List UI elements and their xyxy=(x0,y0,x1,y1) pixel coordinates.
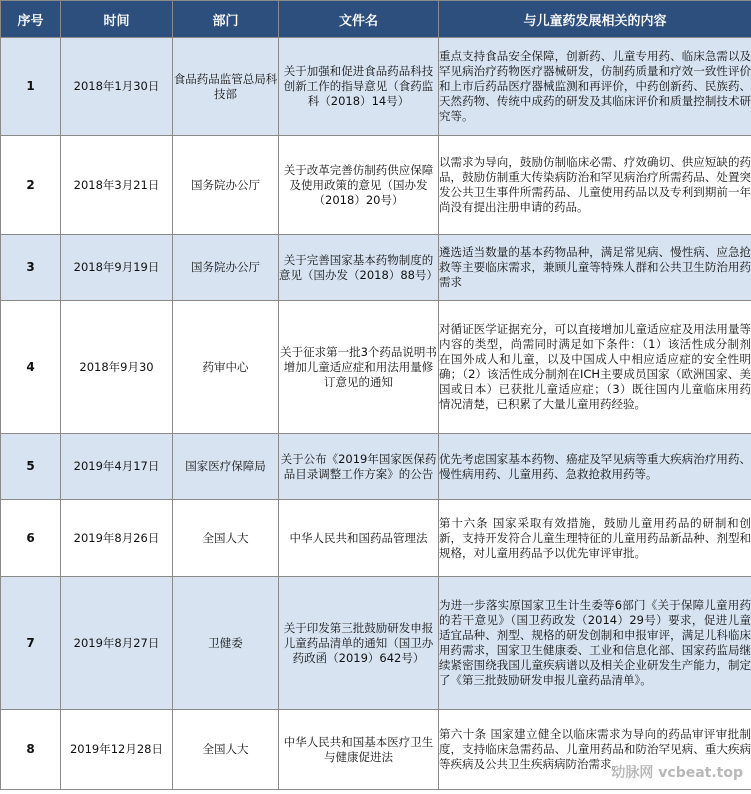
table-row xyxy=(1,38,751,136)
header-content: 与儿童药发展相关的内容 xyxy=(439,1,751,38)
row-index: 4 xyxy=(1,301,61,434)
row-date: 2019年12月28日 xyxy=(61,710,173,790)
row-content: 为进一步落实原国家卫生计生委等6部门《关于保障儿童用药的若干意见》（国卫药政发（2014）29号）要求，促进儿童适宜品种、剂型、规格的研发创制和申报审评，满足儿科临床用药需求，国家卫生健康委、工业和信息化部、国家药监局继续紧密围绕我国儿童疾病谱以及相关企业研发生产能力，制定了《第三批鼓励研发申报儿童药品清单》。 xyxy=(439,577,751,710)
row-content: 第六十条 国家建立健全以临床需求为导向的药品审评审批制度，支持临床急需药品、儿童用药品和防治罕见病、重大疾病等疾病及公共卫生疾病病防治需求。 xyxy=(439,710,751,790)
row-content: 遴选适当数量的基本药物品种，满足常见病、慢性病、应急抢救等主要临床需求，兼顾儿童等特殊人群和公共卫生防治用药需求 xyxy=(439,235,751,301)
row-content: 优先考虑国家基本药物、癌症及罕见病等重大疾病治疗用药、慢性病用药、儿童用药、急救抢救用药等。 xyxy=(439,434,751,500)
row-index: 1 xyxy=(1,38,61,136)
row-dept: 国务院办公厅 xyxy=(173,235,279,301)
row-content: 对循证医学证据充分，可以直接增加儿童适应症及用法用量等内容的类型，尚需同时满足如下条件：（1）该活性成分制剂在国外成人和儿童，以及中国成人中相应适应症的安全性明确；（2）该活性成分制剂在ICH主要成员国家（欧洲国家、美国或日本）已获批儿童适应症；（3）既往国内儿童临床用药情况清楚，已积累了大量儿童用药经验。 xyxy=(439,301,751,434)
row-dept: 药审中心 xyxy=(173,301,279,434)
row-index: 3 xyxy=(1,235,61,301)
watermark: 动脉网 vcbeat.top xyxy=(611,765,743,781)
row-index: 8 xyxy=(1,710,61,790)
row-date: 2018年9月19日 xyxy=(61,235,173,301)
table-header xyxy=(1,1,751,38)
row-date: 2019年4月17日 xyxy=(61,434,173,500)
row-dept: 食品药品监管总局科技部 xyxy=(173,38,279,136)
row-dept: 国家医疗保障局 xyxy=(173,434,279,500)
row-dept: 全国人大 xyxy=(173,710,279,790)
table-row xyxy=(1,434,751,500)
header-index: 序号 xyxy=(1,1,61,38)
header-dept: 部门 xyxy=(173,1,279,38)
row-index: 6 xyxy=(1,500,61,577)
row-date: 2019年8月27日 xyxy=(61,577,173,710)
row-date: 2018年3月21日 xyxy=(61,136,173,235)
row-doc: 关于改革完善仿制药供应保障及使用政策的意见（国办发（2018）20号） xyxy=(279,136,439,235)
row-doc: 关于征求第一批3个药品说明书增加儿童适应症和用法用量修订意见的通知 xyxy=(279,301,439,434)
header-doc: 文件名 xyxy=(279,1,439,38)
row-date: 2019年8月26日 xyxy=(61,500,173,577)
header-row xyxy=(1,1,751,38)
table-body xyxy=(1,38,751,790)
row-content: 第十六条 国家采取有效措施，鼓励儿童用药品的研制和创新，支持开发符合儿童生理特征的儿童用药品新品种、剂型和规格，对儿童用药品予以优先审评审批。 xyxy=(439,500,751,577)
table-row xyxy=(1,500,751,577)
row-content: 重点支持食品安全保障，创新药、儿童专用药、临床急需以及罕见病治疗药物医疗器械研发，仿制药质量和疗效一致性评价和上市后药品医疗器械监测和再评价，中药创新药、民族药、天然药物、传统中成药的研发及其临床评价和质量控制技术研究等。 xyxy=(439,38,751,136)
row-doc: 关于加强和促进食品药品科技创新工作的指导意见（食药监科（2018）14号） xyxy=(279,38,439,136)
table-row xyxy=(1,577,751,710)
row-dept: 全国人大 xyxy=(173,500,279,577)
table-row xyxy=(1,301,751,434)
header-date: 时间 xyxy=(61,1,173,38)
row-index: 5 xyxy=(1,434,61,500)
row-dept: 卫健委 xyxy=(173,577,279,710)
row-index: 7 xyxy=(1,577,61,710)
row-doc: 关于印发第三批鼓励研发申报儿童药品清单的通知（国卫办药政函（2019）642号） xyxy=(279,577,439,710)
row-index: 2 xyxy=(1,136,61,235)
row-doc: 中华人民共和国药品管理法 xyxy=(279,500,439,577)
row-doc: 关于完善国家基本药物制度的意见（国办发（2018）88号） xyxy=(279,235,439,301)
row-doc: 中华人民共和国基本医疗卫生与健康促进法 xyxy=(279,710,439,790)
row-doc: 关于公布《2019年国家医保药品目录调整工作方案》的公告 xyxy=(279,434,439,500)
row-date: 2018年9月30 xyxy=(61,301,173,434)
table-row xyxy=(1,136,751,235)
row-dept: 国务院办公厅 xyxy=(173,136,279,235)
row-content: 以需求为导向，鼓励仿制临床必需、疗效确切、供应短缺的药品，鼓励仿制重大传染病防治和罕见病治疗所需药品、处置突发公共卫生事件所需药品、儿童使用药品以及专利到期前一年尚没有提出注册申请的药品。 xyxy=(439,136,751,235)
table-row xyxy=(1,235,751,301)
row-date: 2018年1月30日 xyxy=(61,38,173,136)
